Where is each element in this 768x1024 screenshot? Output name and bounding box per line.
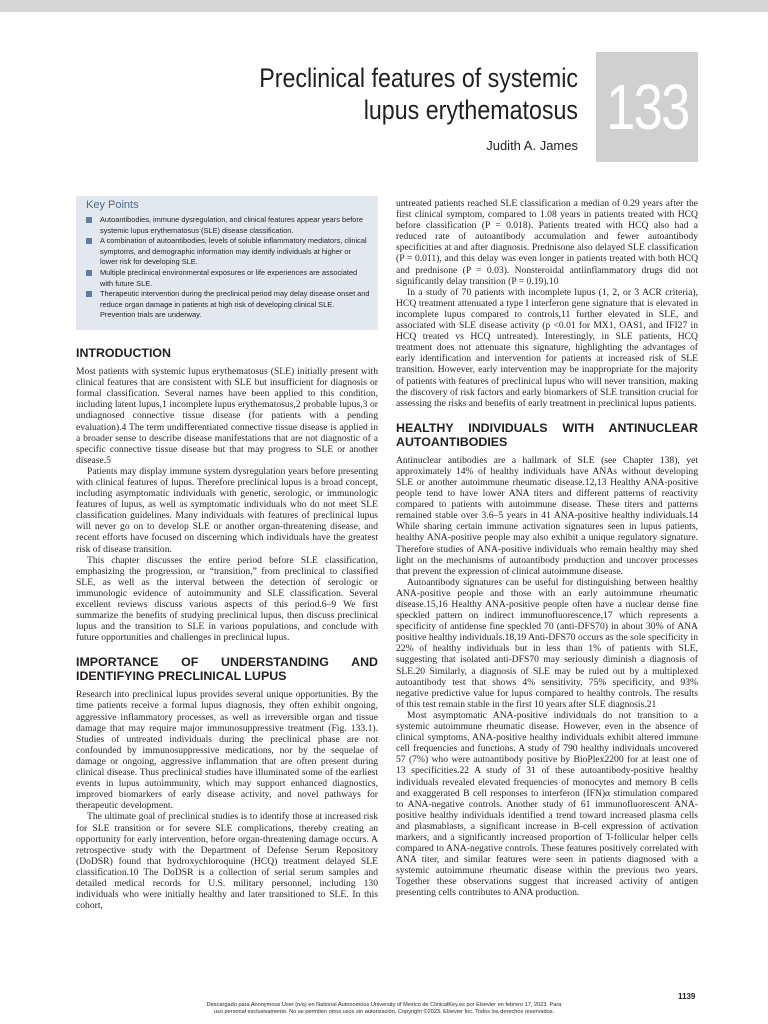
paragraph: Research into preclinical lupus provides several unique opportunities. By the time patients receive a formal lupus diagnosis, they often exhibit ongoing, aggressive inflammatory processes, as well as irreversible organ and tissue damage that may require major immunosuppressive treatment (Fig. 133.1). Studies of untreated individuals during the preclinical phase are not confounded by immunosuppressive medications, nor by the sequelae of damage or ongoing, aggressive inflammation that are often present during clinical disease. Thus preclinical studies have illuminated some of the earliest events in lupus autoimmunity, which may support enhanced diagnostics, improved biomarkers of early disease activity, and novel pathways for therapeutic development. xyxy=(76,689,378,812)
paragraph: Patients may display immune system dysregulation years before presenting with clinical features of lupus. Therefore preclinical lupus is a broad concept, including asymptomatic individuals with genetic, serologic, or immunologic features of lupus, as well as symptomatic individuals who do not meet SLE classification guidelines. Many individuals with features of preclinical lupus will never go on to develop SLE or another organ-threatening disease, and recent efforts have focused on discerning which individuals have the greatest risk of disease transition. xyxy=(76,465,378,555)
chapter-number: 133 xyxy=(605,71,689,143)
chapter-author: Judith A. James xyxy=(486,138,578,153)
key-points-box xyxy=(76,196,378,330)
key-point: A combination of autoantibodies, levels of soluble inflammatory mediators, clinical symptoms, and demographic information may identify individuals at higher or lower risk for developing SLE. xyxy=(84,236,370,268)
chapter-title: Preclinical features of systemic lupus erythematosus xyxy=(259,63,578,125)
right-column xyxy=(396,198,698,899)
bullet-icon xyxy=(86,217,92,223)
introduction-heading: INTRODUCTION xyxy=(76,346,171,361)
footer xyxy=(150,1002,618,1016)
footer-line: uso personal exclusivamente. No se permiten otros usos sin autorización. Copyright ©2023. Elsevier Inc. Todos los derechos reservados. xyxy=(213,1009,555,1015)
paragraph: In a study of 70 patients with incomplete lupus (1, 2, or 3 ACR criteria), HCQ treatment attenuated a type I interferon gene signature that is elevated in incomplete lupus compared to controls,11 further elevated in SLE, and associated with SLE disease activity (p <0.01 for MX1, OAS1, and IFI27 in HCQ treated vs HCQ untreated). Interestingly, in SLE patients, HCQ treatment does not attenuate this signature, highlighting the advantages of early identification and intervention for patients at increased risk of SLE transition. However, early intervention may be inappropriate for the majority of patients with features of preclinical lupus who will never transition, making the discovery of risk factors and early biomarkers of SLE transition crucial for assessing the risks and benefits of early treatment in preclinical lupus patients. xyxy=(396,286,698,409)
key-point: Autoantibodies, immune dysregulation, and clinical features appear years before systemic lupus erythematosus (SLE) disease classification. xyxy=(84,215,370,236)
bullet-icon xyxy=(86,238,92,244)
paragraph: Most patients with systemic lupus erythematosus (SLE) initially present with clinical features that are consistent with SLE but insufficient for diagnosis or formal classification. Several names have been applied to this condition, including latent lupus,1 incomplete lupus erythematosus,2 probable lupus,3 or undiagnosed connective tissue disease (for patients with a pending evaluation).4 The term undifferentiated connective tissue disease is applied in a broader sense to describe disease manifestations that are not diagnostic of a specific connective tissue disease but that may progress to SLE or another disease.5 xyxy=(76,366,378,466)
footer-line: Descargado para Anonymous User (n/a) en National Autonomous University of Mexico de ClinicalKey.es por Elsevier en febrero 17, 2023. Para xyxy=(206,1002,562,1008)
left-column xyxy=(76,196,378,911)
key-point: Therapeutic intervention during the preclinical period may delay disease onset and reduce organ damage in patients at high risk of developing clinical SLE. Prevention trials are underway. xyxy=(84,289,370,321)
bullet-icon xyxy=(86,291,92,297)
bullet-icon xyxy=(86,270,92,276)
paragraph: Antinuclear antibodies are a hallmark of SLE (see Chapter 138), yet approximately 14% of healthy individuals have ANAs without developing SLE or another autoimmune rheumatic disease.12,13 Healthy ANA-positive people tend to have lower ANA titers and different patterns of reactivity compared to patients with autoimmune disease. These titers and patterns remained stable over 3.6–5 years in 41 ANA-positive healthy individuals.14 While sharing certain immune activation signatures seen in lupus patients, healthy ANA-positive people may also exhibit a unique regulatory signature. Therefore studies of ANA-positive individuals who remain healthy may shed light on the mechanisms of autoantibody production and uncover processes that prevent the expression of clinical autoimmune disease. xyxy=(396,454,698,577)
healthy-individuals-heading: HEALTHY INDIVIDUALS WITH ANTINUCLEAR AUTOANTIBODIES xyxy=(396,420,698,449)
paragraph: The ultimate goal of preclinical studies is to identify those at increased risk for SLE transition or for severe SLE complications, thereby creating an opportunity for early intervention, before organ-threatening damage occurs. A retrospective study with the Department of Defense Serum Repository (DoDSR) found that hydroxychloroquine (HCQ) treatment delayed SLE classification.10 The DoDSR is a collection of serial serum samples and detailed medical records for U.S. military personnel, including 130 individuals who were initially healthy and later transitioned to SLE. In this cohort, xyxy=(76,811,378,912)
chapter-tab xyxy=(596,52,698,162)
key-points-heading: Key Points xyxy=(86,199,139,211)
top-bar xyxy=(0,0,768,12)
paragraph: This chapter discusses the entire period before SLE classification, emphasizing the progression, or “transition,” from preclinical to classified SLE, as well as the interval between the detection of serologic or immunologic evidence of autoimmunity and SLE classification. Several excellent reviews discuss various aspects of this period.6–9 We first summarize the benefits of studying preclinical lupus, then discuss preclinical lupus and the transition to SLE in various populations, and conclude with future opportunities and challenges in preclinical lupus. xyxy=(76,554,378,644)
paragraph: Autoantibody signatures can be useful for distinguishing between healthy ANA-positive people and those with an early autoimmune rheumatic disease.15,16 Healthy ANA-positive people often have a nuclear dense fine speckled pattern on indirect immunofluorescence,17 which represents a specificity of antidense fine speckled 70 (anti-DFS70) in about 30% of ANA positive healthy individuals.18,19 Anti-DFS70 occurs as the sole specificity in 22% of healthy individuals but in less than 1% of patients with SLE, suggesting that isolated anti-DFS70 may seriously diminish a diagnosis of SLE.20 Similarly, a diagnosis of SLE may be ruled out by a multiplexed autoantibody test that shows 4% sensitivity, 75% specificity, and 93% negative predictive value for lupus compared to healthy controls. The results of this test remain stable in the first 10 years after SLE diagnosis.21 xyxy=(396,576,698,710)
page-number: 1139 xyxy=(678,992,696,1001)
importance-heading: IMPORTANCE OF UNDERSTANDING AND IDENTIFYING PRECLINICAL LUPUS xyxy=(76,655,378,684)
paragraph: untreated patients reached SLE classification a median of 0.29 years after the first clinical symptom, compared to 1.08 years in patients treated with HCQ before classification (P = 0.018). Patients treated with HCQ also had a reduced rate of autoantibody accumulation and fewer autoantibody specificities at and after diagnosis. Prednisone also delayed SLE classification (P = 0.011), and this delay was even longer in patients treated with both HCQ and prednisone (P = 0.03). Nonsteroidal antiinflammatory drugs did not significantly delay transition (P = 0.19).10 xyxy=(396,198,698,287)
key-point: Multiple preclinical environmental exposures or life experiences are associated with future SLE. xyxy=(84,268,370,289)
paragraph: Most asymptomatic ANA-positive individuals do not transition to a systemic autoimmune rheumatic disease. However, even in the absence of clinical symptoms, ANA-positive healthy individuals exhibit altered immune cell frequencies and functions. A study of 790 healthy individuals uncovered 57 (7%) who were autoantibody positive by BioPlex2200 for at least one of 13 specificities.22 A study of 31 of these autoantibody-positive healthy individuals revealed elevated frequencies of monocytes and memory B cells and exaggerated B cell responses to interferon (IFN)α stimulation compared to ANA-negative controls. Another study of 61 immunofluorescent ANA-positive healthy individuals identified a trend toward increased plasma cells and plasmablasts, a significant increase in B-cell expression of activation markers, and a significantly increased proportion of T-follicular helper cells compared to ANA-negative controls. These features positively correlated with ANA titer, and similar features were seen in patients diagnosed with a systemic autoimmune rheumatic disease within the previous two years. Together these observations suggest that increased activity of antigen presenting cells contributes to ANA production. xyxy=(396,709,698,899)
